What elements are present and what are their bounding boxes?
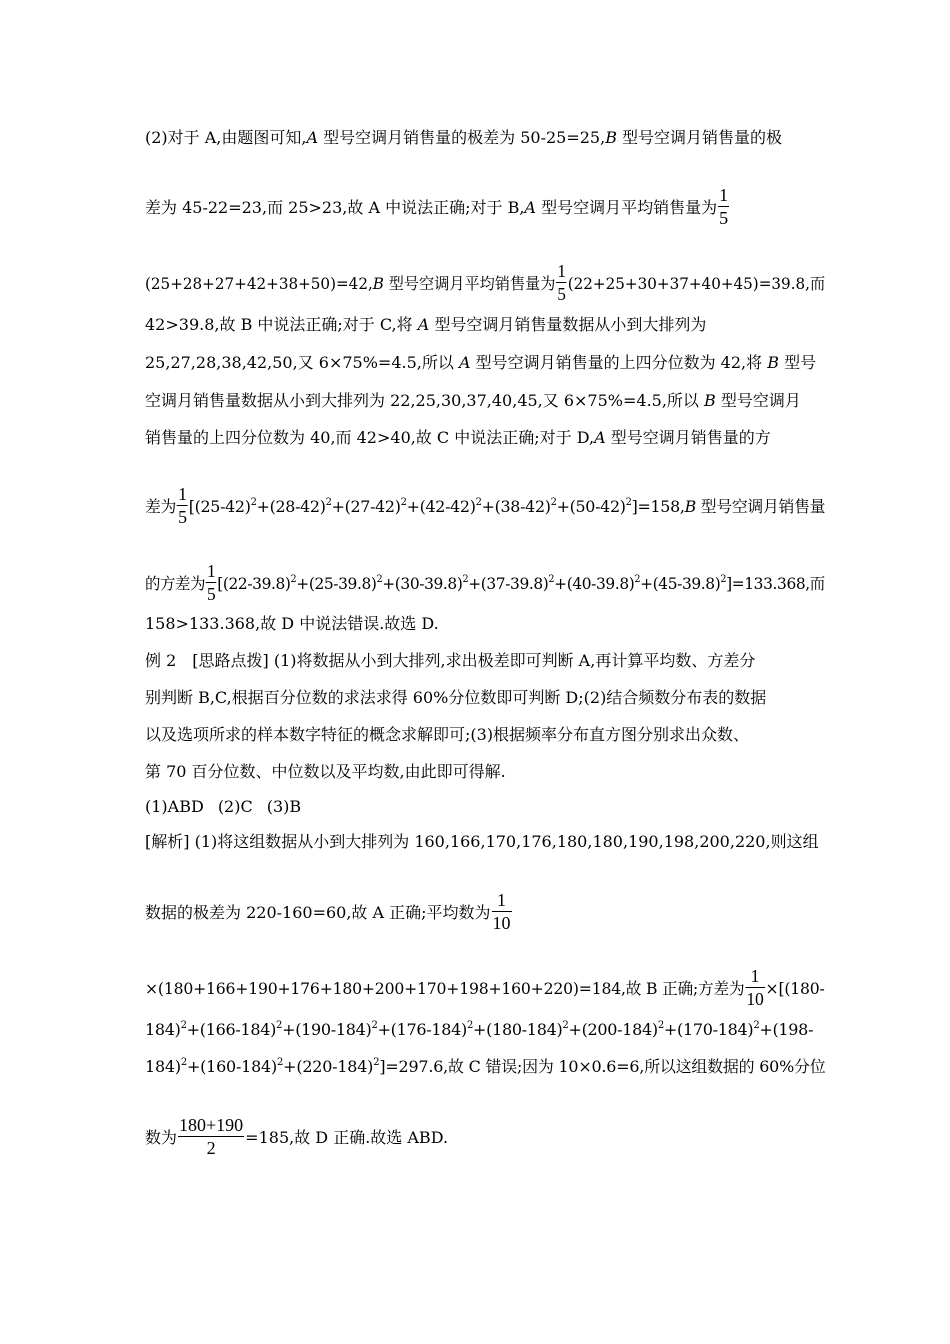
superscript: 2 bbox=[325, 497, 332, 508]
formula-term: +(176-184) bbox=[377, 1020, 467, 1039]
text-line bbox=[145, 428, 825, 448]
text-run: (2)对于 A,由题图可知, bbox=[145, 128, 307, 147]
fraction-denominator: 5 bbox=[719, 208, 729, 228]
fraction-numerator: 1 bbox=[719, 185, 729, 205]
superscript: 2 bbox=[373, 1057, 380, 1068]
fraction bbox=[206, 560, 216, 605]
formula-term: +(25-39.8) bbox=[296, 574, 377, 593]
superscript: 2 bbox=[290, 574, 297, 585]
text-run: ×[(180- bbox=[765, 979, 825, 998]
text-run: 型号空调月平均销售量为 bbox=[535, 198, 718, 217]
text-line bbox=[145, 890, 825, 933]
text-line bbox=[145, 261, 826, 304]
italic-variable: B bbox=[372, 274, 384, 293]
italic-variable: A bbox=[417, 315, 430, 334]
superscript: 2 bbox=[376, 574, 383, 585]
superscript: 2 bbox=[277, 1057, 284, 1068]
text-run: 数据的极差为 220-160=60,故 A 正确;平均数为 bbox=[145, 903, 491, 922]
italic-variable: B bbox=[605, 128, 617, 147]
text-run: =185,故 D 正确.故选 ABD. bbox=[245, 1128, 449, 1147]
formula-term: +(38-42) bbox=[481, 497, 551, 516]
formula-term: +(200-184) bbox=[568, 1020, 658, 1039]
formula-term: +(180-184) bbox=[473, 1020, 563, 1039]
fraction-denominator: 5 bbox=[207, 584, 216, 604]
superscript: 2 bbox=[475, 497, 482, 508]
italic-variable: B bbox=[767, 353, 779, 372]
superscript: 2 bbox=[550, 497, 557, 508]
superscript: 2 bbox=[562, 1020, 569, 1031]
formula-term: +(45-39.8) bbox=[640, 574, 721, 593]
text-run: 25,27,28,38,42,50,又 6×75%=4.5,所以 bbox=[145, 353, 459, 372]
formula-term: [(22-39.8) bbox=[217, 574, 291, 593]
text-run: 以及选项所求的样本数字特征的概念求解即可;(3)根据频率分布直方图分别求出众数、 bbox=[145, 725, 750, 744]
fraction-numerator: 1 bbox=[178, 484, 187, 504]
superscript: 2 bbox=[657, 1020, 664, 1031]
italic-variable: A bbox=[594, 428, 606, 447]
fraction bbox=[718, 184, 729, 229]
fraction-numerator: 1 bbox=[207, 561, 216, 581]
superscript: 2 bbox=[400, 497, 407, 508]
text-run: 型号 bbox=[778, 353, 817, 372]
text-line bbox=[145, 1057, 826, 1077]
fraction bbox=[177, 483, 188, 528]
italic-variable: A bbox=[524, 198, 536, 217]
superscript: 2 bbox=[250, 497, 257, 508]
formula-term: ]=297.6,故 C 错误;因为 10×0.6=6,所以这组数据的 60%分位 bbox=[379, 1057, 826, 1076]
text-line bbox=[145, 391, 825, 411]
text-line bbox=[145, 1115, 825, 1158]
text-line bbox=[145, 762, 825, 782]
formula-term: +(42-42) bbox=[406, 497, 476, 516]
text-line bbox=[145, 614, 825, 634]
answer-item: (3)B bbox=[266, 797, 302, 816]
text-run: 销售量的上四分位数为 40,而 42>40,故 C 中说法正确;对于 D, bbox=[145, 428, 595, 447]
formula-term: +(27-42) bbox=[331, 497, 401, 516]
italic-variable: A bbox=[458, 353, 471, 372]
text-line bbox=[145, 128, 825, 148]
text-run: (22+25+30+37+40+45)=39.8,而 bbox=[567, 274, 826, 293]
text-run: 例 2 [思路点拨] (1)将数据从小到大排列,求出极差即可判断 A,再计算平均数、方差分 bbox=[145, 651, 756, 670]
text-run: 差为 45-22=23,而 25>23,故 A 中说法正确;对于 B, bbox=[145, 198, 525, 217]
formula-term: ]=133.368,而 bbox=[726, 574, 825, 593]
formula-term: +(166-184) bbox=[186, 1020, 277, 1039]
superscript: 2 bbox=[371, 1020, 378, 1031]
formula-term: +(28-42) bbox=[256, 497, 326, 516]
text-line bbox=[145, 688, 825, 708]
text-run: 差为 bbox=[145, 497, 177, 516]
superscript: 2 bbox=[276, 1020, 283, 1031]
superscript: 2 bbox=[753, 1020, 760, 1031]
superscript: 2 bbox=[180, 1020, 187, 1031]
text-run: 型号空调月销售量的方 bbox=[605, 428, 771, 447]
text-run: 数为 bbox=[145, 1128, 178, 1147]
formula-term: +(40-39.8) bbox=[554, 574, 635, 593]
fraction-numerator: 1 bbox=[745, 965, 764, 988]
fraction-denominator: 5 bbox=[178, 507, 187, 527]
superscript: 2 bbox=[720, 574, 727, 585]
text-run: 型号空调月销售量 bbox=[696, 497, 826, 516]
superscript: 2 bbox=[462, 574, 469, 585]
text-line bbox=[145, 561, 825, 604]
fraction bbox=[556, 260, 566, 305]
text-line bbox=[145, 185, 825, 228]
formula-term: +(190-184) bbox=[282, 1020, 372, 1039]
superscript: 2 bbox=[466, 1020, 474, 1031]
formula-term: +(160-184) bbox=[186, 1057, 278, 1076]
text-run: ×(180+166+190+176+180+200+170+198+160+220)=184,故 B 正确;方差为 bbox=[145, 979, 745, 998]
text-line bbox=[145, 966, 825, 1009]
text-run: 158>133.368,故 D 中说法错误.故选 D. bbox=[145, 614, 439, 633]
text-run: 型号空调月销售量的极 bbox=[616, 128, 783, 147]
italic-variable: B bbox=[704, 391, 716, 410]
answer-line bbox=[145, 797, 825, 817]
text-line bbox=[145, 315, 825, 335]
fraction-numerator: 1 bbox=[492, 889, 512, 912]
italic-variable: A bbox=[306, 128, 319, 147]
formula-term: +(37-39.8) bbox=[468, 574, 549, 593]
text-line bbox=[145, 484, 826, 527]
text-run: 空调月销售量数据从小到大排列为 22,25,30,37,40,45,又 6×75%=4.5,所以 bbox=[145, 391, 705, 410]
superscript: 2 bbox=[548, 574, 555, 585]
fraction-denominator: 5 bbox=[557, 284, 566, 304]
text-line bbox=[145, 353, 825, 373]
formula-term: ]=158, bbox=[631, 497, 685, 516]
text-run: (25+28+27+42+38+50)=42, bbox=[145, 274, 373, 293]
text-line bbox=[145, 832, 825, 852]
fraction-denominator: 10 bbox=[492, 913, 511, 933]
text-run: 第 70 百分位数、中位数以及平均数,由此即可得解. bbox=[145, 762, 506, 781]
formula-term: 184) bbox=[145, 1020, 181, 1039]
formula-term: +(220-184) bbox=[283, 1057, 374, 1076]
formula-term: [(25-42) bbox=[188, 497, 251, 516]
text-run: 型号空调月平均销售量为 bbox=[383, 274, 556, 293]
fraction bbox=[745, 965, 764, 1010]
fraction-denominator: 2 bbox=[206, 1138, 216, 1158]
fraction-denominator: 10 bbox=[746, 989, 764, 1009]
formula-term: +(170-184) bbox=[663, 1020, 754, 1039]
answer-item: (2)C bbox=[217, 797, 253, 816]
text-run: [解析] (1)将这组数据从小到大排列为 160,166,170,176,180,180,190,198,200,220,则这组 bbox=[145, 832, 819, 851]
fraction-numerator: 1 bbox=[557, 261, 566, 281]
fraction-numerator: 180+190 bbox=[179, 1115, 244, 1135]
text-line bbox=[145, 1020, 825, 1040]
superscript: 2 bbox=[634, 574, 641, 585]
fraction bbox=[492, 889, 512, 934]
text-line bbox=[145, 651, 825, 671]
fraction bbox=[178, 1114, 244, 1159]
text-run: 型号空调月销售量数据从小到大排列为 bbox=[429, 315, 707, 334]
italic-variable: B bbox=[684, 497, 697, 516]
formula-term: +(198- bbox=[759, 1020, 814, 1039]
formula-term: +(50-42) bbox=[556, 497, 626, 516]
formula-term: +(30-39.8) bbox=[382, 574, 463, 593]
text-run: 的方差为 bbox=[145, 574, 206, 593]
text-run: 别判断 B,C,根据百分位数的求法求得 60%分位数即可判断 D;(2)结合频数分布表的数据 bbox=[145, 688, 767, 707]
text-run: 42>39.8,故 B 中说法正确;对于 C,将 bbox=[145, 315, 418, 334]
formula-term: 184) bbox=[145, 1057, 181, 1076]
text-run: 型号空调月 bbox=[715, 391, 801, 410]
superscript: 2 bbox=[180, 1057, 187, 1068]
answer-item: (1)ABD bbox=[145, 797, 204, 816]
text-line bbox=[145, 725, 825, 745]
superscript: 2 bbox=[625, 497, 632, 508]
text-run: 型号空调月销售量的极差为 50-25=25, bbox=[318, 128, 606, 147]
text-run: 型号空调月销售量的上四分位数为 42,将 bbox=[470, 353, 768, 372]
